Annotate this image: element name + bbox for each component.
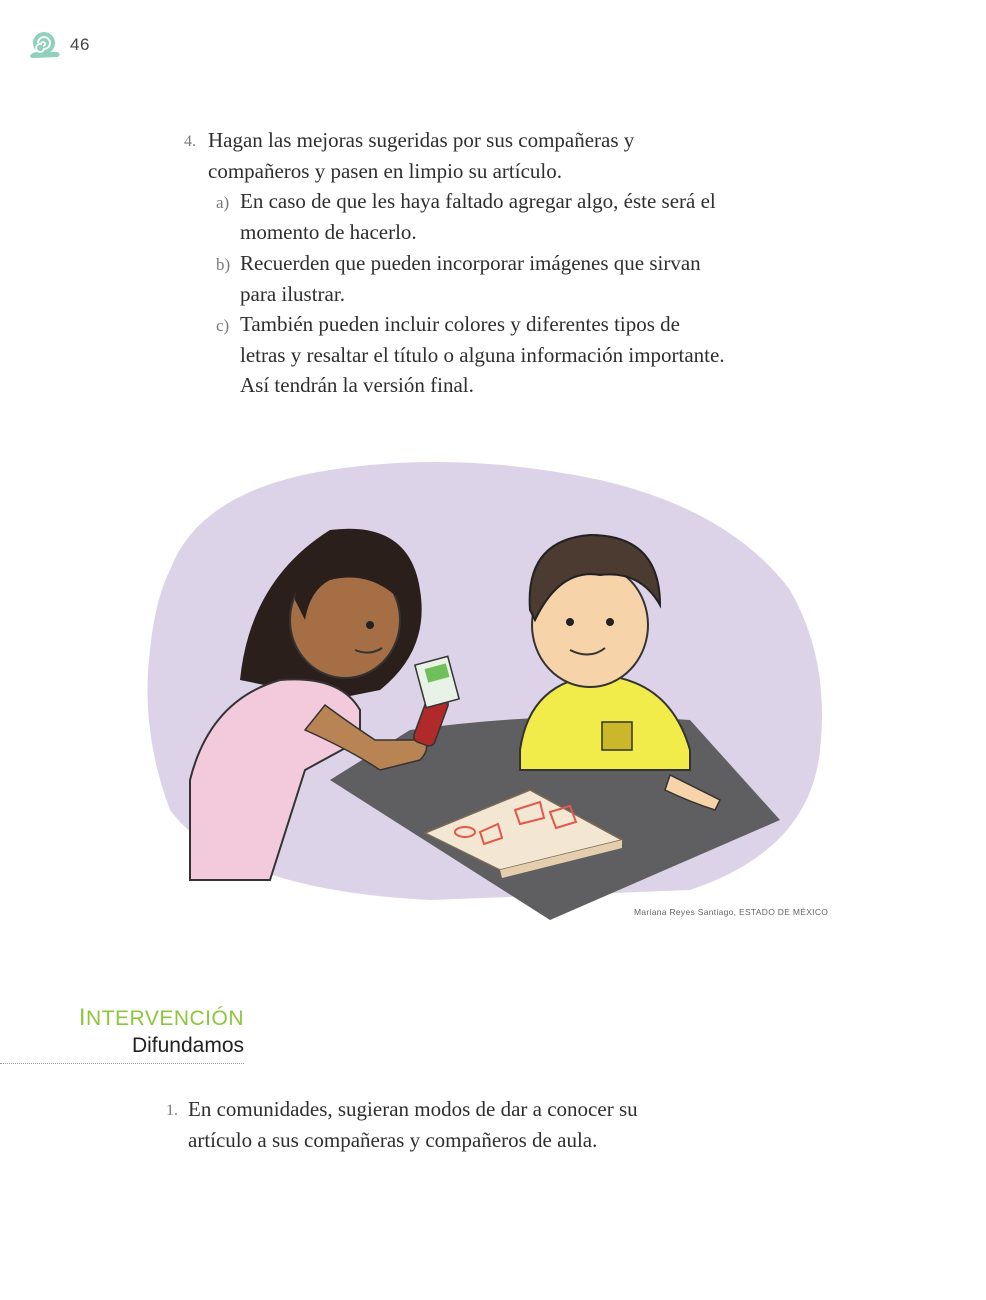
snail-logo-icon [28, 30, 62, 60]
sub-item-a [216, 186, 716, 247]
list-number: 1. [166, 1102, 178, 1119]
sub-item-c [216, 309, 725, 401]
list-item-1 [166, 1094, 638, 1155]
sub-item-letter: a) [216, 193, 230, 212]
sub-item-line: En caso de que les haya faltado agregar algo, éste será el [240, 189, 716, 213]
list-item-line: En comunidades, sugieran modos de dar a conocer su [188, 1097, 638, 1121]
list-item-line: compañeros y pasen en limpio su artículo. [208, 158, 562, 183]
sub-item-b [216, 248, 701, 309]
page-header [28, 30, 90, 60]
sub-item-line: Recuerden que pueden incorporar imágenes que sirvan [240, 251, 701, 275]
sub-item-line: para ilustrar. [240, 281, 345, 306]
illustration-credit: Mariana Reyes Santiago, ESTADO DE MÉXICO [634, 907, 829, 917]
list-item-4 [184, 125, 635, 186]
list-item-line: Hagan las mejoras sugeridas por sus compañeras y [208, 128, 635, 152]
section-title-initial: I [78, 1004, 87, 1031]
sub-item-letter: b) [216, 255, 231, 274]
sub-item-line: letras y resaltar el título o alguna información importante. [240, 342, 725, 367]
section-divider [0, 1063, 244, 1064]
sub-item-line: También pueden incluir colores y diferentes tipos de [240, 312, 680, 336]
section-title [0, 1004, 244, 1032]
sub-item-letter: c) [216, 316, 230, 335]
section-title-rest: NTERVENCIÓN [86, 1007, 244, 1030]
sub-item-line: Así tendrán la versión final. [240, 373, 474, 397]
list-number: 4. [184, 133, 196, 150]
page-number: 46 [70, 35, 90, 54]
sub-item-line: momento de hacerlo. [240, 219, 417, 244]
children-crafting-illustration [130, 450, 830, 930]
list-item-line: artículo a sus compañeras y compañeros de aula. [188, 1127, 598, 1152]
section-subtitle: Difundamos [131, 1034, 244, 1057]
